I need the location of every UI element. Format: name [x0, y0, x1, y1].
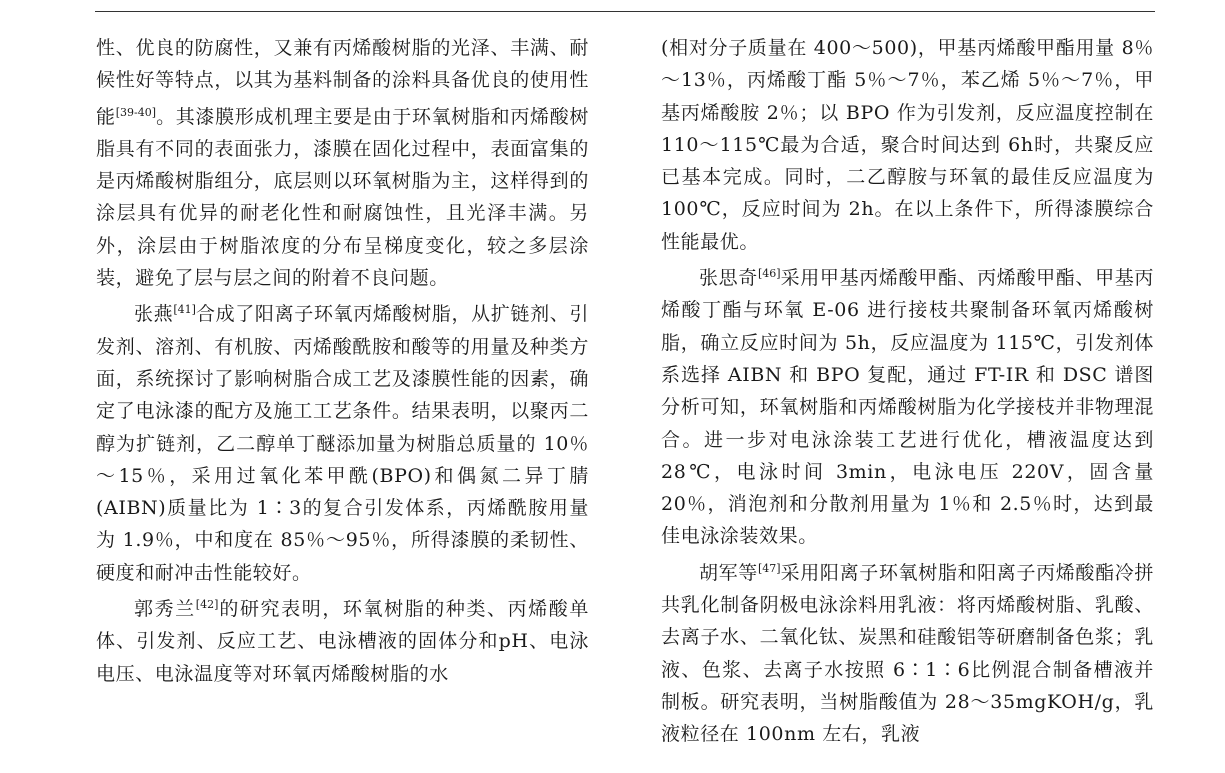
paragraph-text: (相对分子质量在 400～500)，甲基丙烯酸甲酯用量 8％～13％，丙烯酸丁酯 5％～7％，苯乙烯 5％～7％，甲基丙烯酸胺 2％；以 BPO 作为引发剂，反应温度控制在 110～115℃最为合适，聚合时间达到 6h时，共聚反应已基本完成。同时，二乙醇胺与环氧的最佳反应温度为 100℃，反应时间为 2h。在以上条件下，所得漆膜综合性能最优。: [661, 37, 1154, 253]
paragraph-continued: [96, 32, 589, 294]
paragraph-guo-xiulan: [96, 589, 589, 690]
header-rule: [95, 11, 1155, 12]
citation-ref: [47]: [757, 561, 781, 575]
paragraph-text: 采用阳离子环氧树脂和阳离子丙烯酸酯冷拼共乳化制备阴极电泳涂料用乳液：将丙烯酸树脂、乳酸、去离子水、二氧化钛、炭黑和硅酸铝等研磨制备色浆；乳液、色浆、去离子水按照 6∶1∶6比例混合制备槽液并制板。研究表明，当树脂酸值为 28～35mgKOH/g，乳液粒径在 100nm 左右，乳液: [661, 561, 1154, 746]
author-name: 郭秀兰: [134, 598, 196, 621]
author-name: 胡军等: [699, 561, 758, 584]
citation-ref: [39-40]: [115, 105, 156, 119]
paragraph-continued: [661, 32, 1154, 258]
paragraph-zhang-siqi: [661, 258, 1154, 553]
paragraph-text: 采用甲基丙烯酸甲酯、丙烯酸甲酯、甲基丙烯酸丁酯与环氧 E-06 进行接枝共聚制备环氧丙烯酸树脂，确立反应时间为 5h，反应温度为 115℃，引发剂体系选择 AIBN 和 BPO 复配，通过 FT-IR 和 DSC 谱图分析可知，环氧树脂和丙烯酸树脂为化学接枝并非物理混合。进一步对电泳涂装工艺进行优化，槽液温度达到 28℃，电泳时间 3min，电泳电压 220V，固含量 20％，消泡剂和分散剂用量为 1％和 2.5％时，达到最佳电泳涂装效果。: [661, 267, 1154, 548]
author-name: 张燕: [134, 303, 174, 326]
paragraph-text: 。其漆膜形成机理主要是由于环氧树脂和丙烯酸树脂具有不同的表面张力，漆膜在固化过程中，表面富集的是丙烯酸树脂组分，底层则以环氧树脂为主，这样得到的涂层具有优异的耐老化性和耐腐蚀性，且光泽丰满。另外，涂层由于树脂浓度的分布呈梯度变化，较之多层涂装，避免了层与层之间的附着不良问题。: [96, 105, 589, 290]
left-column: [96, 32, 589, 690]
paragraph-text: 合成了阳离子环氧丙烯酸树脂，从扩链剂、引发剂、溶剂、有机胺、丙烯酸酰胺和酸等的用量及种类方面，系统探讨了影响树脂合成工艺及漆膜性能的因素，确定了电泳漆的配方及施工工艺条件。结果表明，以聚丙二醇为扩链剂，乙二醇单丁醚添加量为树脂总质量的 10％～15％，采用过氧化苯甲酰(BPO)和偶氮二异丁腈(AIBN)质量比为 1∶3的复合引发体系，丙烯酰胺用量为 1.9％，中和度在 85％～95％，所得漆膜的柔韧性、硬度和耐冲击性能较好。: [96, 303, 589, 584]
citation-ref: [41]: [173, 303, 196, 317]
paragraph-hu-jun: [661, 553, 1154, 751]
author-name: 张思奇: [699, 267, 758, 290]
citation-ref: [42]: [195, 598, 219, 612]
paragraph-text: 性、优良的防腐性，又兼有丙烯酸树脂的光泽、丰满、耐候性好等特点，以其为基料制备的涂料具备优良的使用性能: [96, 37, 589, 128]
citation-ref: [46]: [757, 267, 781, 281]
right-column: [661, 32, 1154, 751]
paragraph-zhang-yan: [96, 294, 589, 589]
paragraph-text: 的研究表明，环氧树脂的种类、丙烯酸单体、引发剂、反应工艺、电泳槽液的固体分和pH、电泳电压、电泳温度等对环氧丙烯酸树脂的水: [96, 598, 589, 685]
